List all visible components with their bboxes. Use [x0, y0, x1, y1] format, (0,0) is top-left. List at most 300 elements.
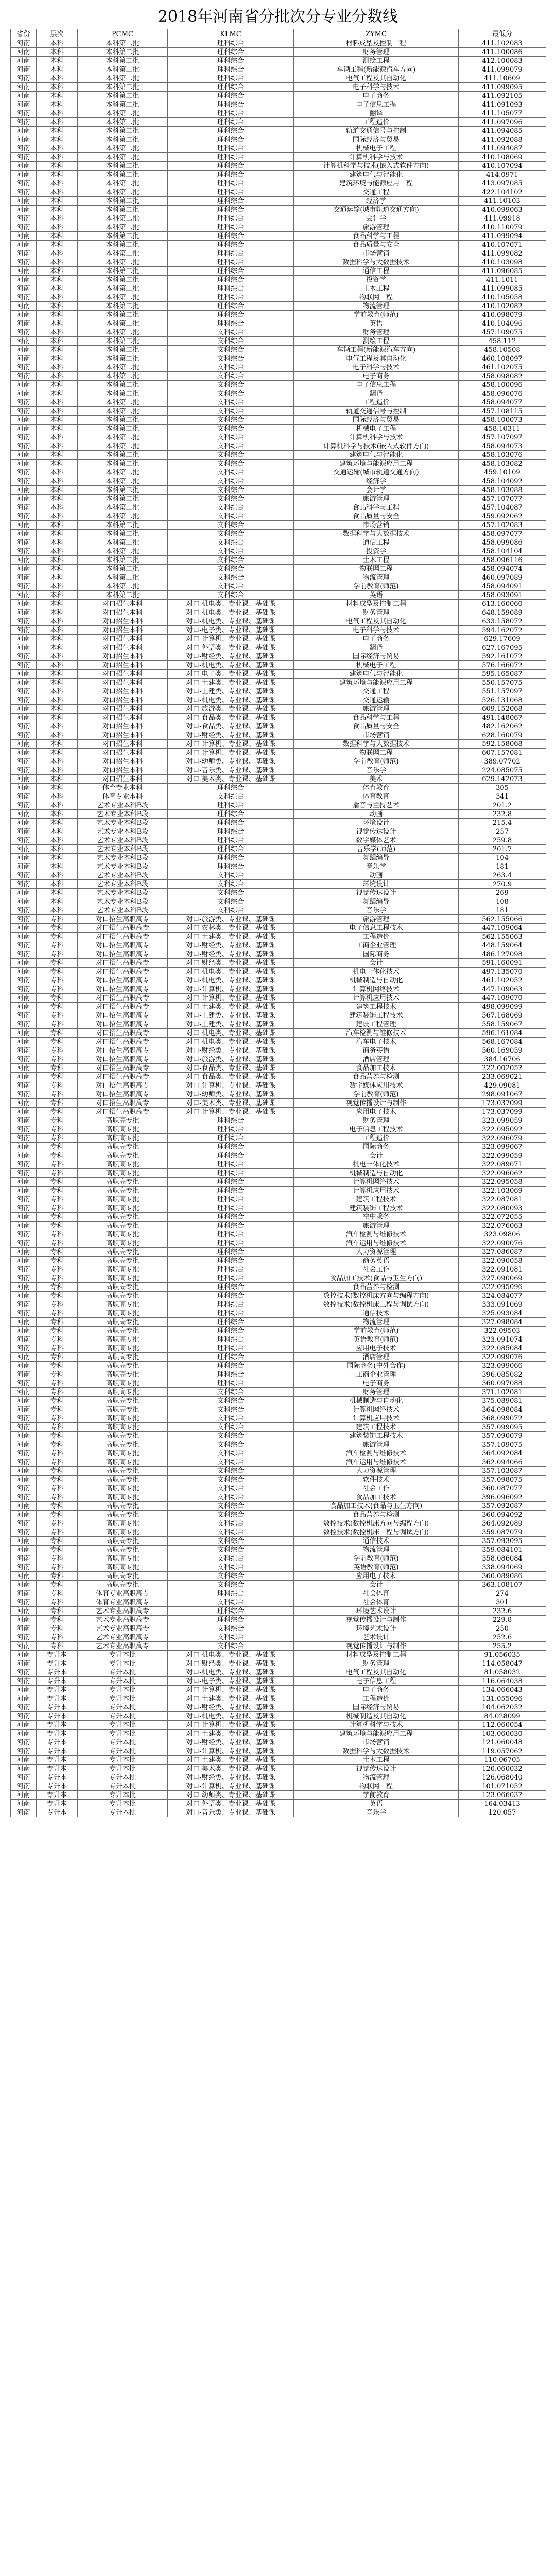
cell-level: 专科: [37, 1108, 78, 1116]
cell-batch: 高职高专批: [78, 1397, 168, 1405]
cell-major: 物流管理: [294, 1773, 459, 1782]
table-row: [11, 1765, 546, 1773]
cell-province: 河南: [11, 1476, 37, 1484]
cell-major: 视觉传播设计与制作: [294, 1616, 459, 1624]
cell-province: 河南: [11, 135, 37, 144]
cell-batch: 对口招生高职高专: [78, 1081, 168, 1090]
cell-min-score: 410.098079: [459, 311, 546, 319]
cell-major: 汽车检测与维修技术: [294, 1449, 459, 1458]
table-row: [11, 249, 546, 258]
cell-province: 河南: [11, 83, 37, 92]
cell-batch: 本科第二批: [78, 451, 168, 460]
cell-min-score: 322.089071: [459, 1160, 546, 1169]
cell-subject: 对口-机电类、专业课、基础课: [168, 608, 294, 617]
cell-major: 经济学: [294, 477, 459, 486]
table-row: [11, 941, 546, 950]
table-row: [11, 1405, 546, 1414]
cell-province: 河南: [11, 600, 37, 608]
table-row: [11, 573, 546, 582]
table-row: [11, 687, 546, 696]
table-row: [11, 757, 546, 766]
cell-major: 计算机网络技术: [294, 1178, 459, 1187]
cell-level: 本科: [37, 530, 78, 538]
cell-major: 电子商务: [294, 1686, 459, 1694]
cell-min-score: 322.085084: [459, 1344, 546, 1353]
table-row: [11, 1195, 546, 1204]
cell-province: 河南: [11, 1397, 37, 1405]
cell-subject: 对口-食品类、专业课、基础课: [168, 714, 294, 722]
cell-province: 河南: [11, 1248, 37, 1257]
cell-batch: 高职高专批: [78, 1379, 168, 1388]
cell-batch: 本科第二批: [78, 468, 168, 477]
table-row: [11, 582, 546, 591]
cell-level: 专科: [37, 1554, 78, 1563]
cell-min-score: 458.103088: [459, 486, 546, 495]
cell-province: 河南: [11, 48, 37, 57]
cell-province: 河南: [11, 757, 37, 766]
table-row: [11, 1388, 546, 1397]
cell-batch: 高职高专批: [78, 1519, 168, 1528]
cell-min-score: 458.099086: [459, 538, 546, 547]
cell-subject: 对口-财经类、专业课、基础课: [168, 1046, 294, 1055]
cell-batch: 高职高专批: [78, 1230, 168, 1239]
cell-level: 本科: [37, 757, 78, 766]
cell-batch: 本科第二批: [78, 311, 168, 319]
cell-major: 电气工程及其自动化: [294, 74, 459, 83]
cell-province: 河南: [11, 810, 37, 819]
cell-level: 专科: [37, 1020, 78, 1029]
table-row: [11, 144, 546, 153]
cell-province: 河南: [11, 486, 37, 495]
cell-subject: 文科综合: [168, 328, 294, 337]
cell-min-score: 596.161084: [459, 1029, 546, 1038]
cell-level: 本科: [37, 48, 78, 57]
cell-min-score: 269: [459, 889, 546, 897]
cell-level: 专科: [37, 1055, 78, 1064]
cell-min-score: 325.093084: [459, 1309, 546, 1318]
col-header-subject: KLMC: [168, 29, 294, 39]
cell-subject: 理科综合: [168, 74, 294, 83]
cell-major: 财务管理: [294, 1659, 459, 1668]
cell-level: 专科: [37, 1598, 78, 1607]
table-row: [11, 845, 546, 854]
cell-batch: 本科第二批: [78, 293, 168, 302]
cell-subject: 文科综合: [168, 897, 294, 906]
cell-province: 河南: [11, 39, 37, 48]
cell-province: 河南: [11, 1222, 37, 1230]
cell-province: 河南: [11, 1677, 37, 1686]
cell-major: 工程造价: [294, 118, 459, 127]
cell-province: 河南: [11, 950, 37, 959]
cell-level: 专科: [37, 1134, 78, 1143]
cell-major: 食品质量与安全: [294, 722, 459, 731]
cell-major: 建筑环境与能源应用工程: [294, 179, 459, 188]
cell-province: 河南: [11, 109, 37, 118]
cell-major: 市场营销: [294, 1738, 459, 1747]
cell-subject: 理科综合: [168, 302, 294, 311]
table-row: [11, 1773, 546, 1782]
cell-subject: 文科综合: [168, 565, 294, 573]
table-row: [11, 65, 546, 74]
table-row: [11, 495, 546, 503]
cell-subject: 对口-财经类、专业课、基础课: [168, 1738, 294, 1747]
table-row: [11, 1204, 546, 1213]
cell-level: 本科: [37, 232, 78, 241]
cell-province: 河南: [11, 1134, 37, 1143]
cell-batch: 本科第二批: [78, 249, 168, 258]
cell-min-score: 119.057062: [459, 1747, 546, 1756]
cell-province: 河南: [11, 766, 37, 775]
cell-province: 河南: [11, 1414, 37, 1423]
cell-level: 专科: [37, 1581, 78, 1589]
cell-major: 投资学: [294, 276, 459, 284]
cell-min-score: 576.166072: [459, 661, 546, 670]
cell-major: 建设工程管理: [294, 1020, 459, 1029]
cell-level: 本科: [37, 425, 78, 433]
cell-level: 本科: [37, 241, 78, 249]
cell-min-score: 458.100073: [459, 416, 546, 425]
cell-province: 河南: [11, 959, 37, 968]
table-row: [11, 1397, 546, 1405]
cell-min-score: 422.104102: [459, 188, 546, 197]
cell-batch: 对口招生本科: [78, 661, 168, 670]
cell-major: 学前教育(师范): [294, 1327, 459, 1335]
table-row: [11, 1659, 546, 1668]
cell-province: 河南: [11, 1572, 37, 1581]
cell-batch: 对口招生本科: [78, 687, 168, 696]
table-row: [11, 171, 546, 179]
cell-batch: 高职高专批: [78, 1169, 168, 1178]
cell-batch: 艺术专业本科B段: [78, 880, 168, 889]
cell-min-score: 389.07702: [459, 757, 546, 766]
table-row: [11, 468, 546, 477]
cell-min-score: 255.2: [459, 1642, 546, 1651]
cell-province: 河南: [11, 976, 37, 985]
table-row: [11, 1003, 546, 1011]
cell-major: 经济学: [294, 197, 459, 206]
col-header-level: 层次: [37, 29, 78, 39]
cell-level: 专科: [37, 968, 78, 976]
cell-subject: 对口-土建类、专业课、基础课: [168, 1694, 294, 1703]
table-row: [11, 83, 546, 92]
table-row: [11, 714, 546, 722]
cell-level: 专科: [37, 1353, 78, 1362]
cell-major: 学前教育: [294, 1791, 459, 1800]
score-table: [10, 29, 546, 1817]
cell-batch: 高职高专批: [78, 1546, 168, 1554]
cell-major: 数控技术(数控机床工程与调试方向): [294, 1300, 459, 1309]
cell-subject: 理科综合: [168, 118, 294, 127]
cell-min-score: 410.107094: [459, 162, 546, 171]
cell-major: 电气工程及其自动化: [294, 354, 459, 363]
cell-min-score: 232.6: [459, 1607, 546, 1616]
cell-subject: 文科综合: [168, 451, 294, 460]
cell-province: 河南: [11, 65, 37, 74]
cell-subject: 文科综合: [168, 1519, 294, 1528]
cell-province: 河南: [11, 1064, 37, 1073]
cell-min-score: 567.168069: [459, 1011, 546, 1020]
cell-level: 本科: [37, 652, 78, 661]
cell-province: 河南: [11, 495, 37, 503]
cell-batch: 本科第二批: [78, 267, 168, 276]
cell-province: 河南: [11, 363, 37, 372]
cell-province: 河南: [11, 530, 37, 538]
table-row: [11, 880, 546, 889]
cell-level: 本科: [37, 214, 78, 223]
table-row: [11, 284, 546, 293]
cell-subject: 理科综合: [168, 1283, 294, 1292]
cell-major: 物流管理: [294, 1546, 459, 1554]
cell-batch: 本科第二批: [78, 48, 168, 57]
cell-batch: 本科第二批: [78, 565, 168, 573]
cell-subject: 对口-土建类、专业课、基础课: [168, 1730, 294, 1738]
table-row: [11, 1046, 546, 1055]
cell-major: 视觉传播设计与制作: [294, 1642, 459, 1651]
cell-major: 电气工程及其自动化: [294, 1668, 459, 1677]
cell-subject: 对口-土建类、专业课、基础课: [168, 679, 294, 687]
cell-subject: 文科综合: [168, 530, 294, 538]
cell-level: 专科: [37, 1432, 78, 1440]
cell-batch: 专升本批: [78, 1773, 168, 1782]
cell-min-score: 362.094066: [459, 1458, 546, 1467]
cell-batch: 艺术专业本科B段: [78, 845, 168, 854]
cell-min-score: 123.066037: [459, 1791, 546, 1800]
cell-min-score: 322.103069: [459, 1187, 546, 1195]
cell-major: 旅游管理: [294, 495, 459, 503]
cell-min-score: 323.09806: [459, 1230, 546, 1239]
cell-province: 河南: [11, 1581, 37, 1589]
cell-level: 专科: [37, 1379, 78, 1388]
cell-major: 计算机科学与技术(嵌入式软件方向): [294, 442, 459, 451]
cell-batch: 高职高专批: [78, 1537, 168, 1546]
cell-batch: 本科第二批: [78, 135, 168, 144]
cell-subject: 理科综合: [168, 188, 294, 197]
table-row: [11, 206, 546, 214]
cell-batch: 本科第二批: [78, 171, 168, 179]
cell-major: 材料成型及控制工程: [294, 39, 459, 48]
cell-min-score: 164.03413: [459, 1800, 546, 1808]
cell-major: 旅游管理: [294, 1440, 459, 1449]
cell-major: 通信技术: [294, 1537, 459, 1546]
cell-batch: 对口招生高职高专: [78, 1046, 168, 1055]
table-row: [11, 1370, 546, 1379]
cell-batch: 高职高专批: [78, 1239, 168, 1248]
cell-level: 本科: [37, 486, 78, 495]
cell-level: 本科: [37, 398, 78, 407]
cell-batch: 本科第二批: [78, 83, 168, 92]
cell-level: 本科: [37, 477, 78, 486]
cell-batch: 本科第二批: [78, 425, 168, 433]
cell-subject: 文科综合: [168, 477, 294, 486]
cell-min-score: 457.107097: [459, 433, 546, 442]
cell-level: 本科: [37, 92, 78, 100]
cell-batch: 高职高专批: [78, 1458, 168, 1467]
cell-province: 河南: [11, 626, 37, 635]
cell-subject: 理科综合: [168, 1169, 294, 1178]
cell-level: 专科: [37, 994, 78, 1003]
cell-major: 物联网工程: [294, 565, 459, 573]
table-row: [11, 354, 546, 363]
cell-subject: 理科综合: [168, 1318, 294, 1327]
cell-major: 数字媒体艺术: [294, 836, 459, 845]
cell-province: 河南: [11, 985, 37, 994]
cell-province: 河南: [11, 608, 37, 617]
cell-level: 本科: [37, 372, 78, 381]
cell-min-score: 458.112: [459, 337, 546, 346]
cell-batch: 对口招生高职高专: [78, 976, 168, 985]
table-row: [11, 976, 546, 985]
cell-min-score: 447.109070: [459, 994, 546, 1003]
cell-major: 旅游管理: [294, 223, 459, 232]
cell-batch: 对口招生高职高专: [78, 1073, 168, 1081]
cell-province: 河南: [11, 284, 37, 293]
cell-subject: 文科综合: [168, 495, 294, 503]
cell-subject: 理科综合: [168, 854, 294, 862]
cell-major: 会计: [294, 959, 459, 968]
cell-min-score: 274: [459, 1589, 546, 1598]
cell-batch: 对口招生高职高专: [78, 959, 168, 968]
cell-major: 财务管理: [294, 328, 459, 337]
cell-province: 河南: [11, 1274, 37, 1283]
cell-major: 食品营养与检测: [294, 1511, 459, 1519]
cell-level: 专科: [37, 1335, 78, 1344]
table-row: [11, 1598, 546, 1607]
table-row: [11, 679, 546, 687]
cell-province: 河南: [11, 1668, 37, 1677]
cell-batch: 本科第二批: [78, 530, 168, 538]
cell-subject: 文科综合: [168, 1511, 294, 1519]
cell-batch: 本科第二批: [78, 276, 168, 284]
cell-batch: 专升本批: [78, 1738, 168, 1747]
cell-major: 汽车运用与维修技术: [294, 1458, 459, 1467]
cell-major: 食品加工技术: [294, 1064, 459, 1073]
cell-province: 河南: [11, 1090, 37, 1099]
cell-batch: 高职高专批: [78, 1160, 168, 1169]
cell-batch: 高职高专批: [78, 1318, 168, 1327]
cell-level: 专科: [37, 1151, 78, 1160]
cell-major: 音乐学: [294, 1808, 459, 1817]
cell-level: 专科: [37, 915, 78, 924]
cell-min-score: 173.037099: [459, 1108, 546, 1116]
cell-province: 河南: [11, 1300, 37, 1309]
cell-province: 河南: [11, 854, 37, 862]
cell-batch: 对口招生高职高专: [78, 1108, 168, 1116]
cell-min-score: 322.076063: [459, 1222, 546, 1230]
cell-min-score: 594.162072: [459, 626, 546, 635]
cell-level: 专升本: [37, 1791, 78, 1800]
cell-major: 英语教育(师范): [294, 1335, 459, 1344]
cell-batch: 本科第二批: [78, 503, 168, 512]
table-row: [11, 188, 546, 197]
table-row: [11, 915, 546, 924]
cell-province: 河南: [11, 740, 37, 749]
cell-subject: 对口-机电类、专业课、基础课: [168, 1038, 294, 1046]
cell-level: 本科: [37, 643, 78, 652]
cell-batch: 体育专业高职高专: [78, 1598, 168, 1607]
cell-subject: 文科综合: [168, 556, 294, 565]
cell-major: 电子科学与技术: [294, 626, 459, 635]
cell-batch: 专升本批: [78, 1651, 168, 1659]
cell-batch: 体育专业本科: [78, 792, 168, 801]
cell-min-score: 411.099094: [459, 232, 546, 241]
cell-major: 工商企业管理: [294, 941, 459, 950]
cell-province: 河南: [11, 1712, 37, 1721]
cell-subject: 对口-土建类、专业课、基础课: [168, 933, 294, 941]
cell-subject: 理科综合: [168, 57, 294, 65]
cell-min-score: 322.080093: [459, 1204, 546, 1213]
cell-subject: 对口-幼师类、专业课、基础课: [168, 757, 294, 766]
cell-batch: 高职高专批: [78, 1423, 168, 1432]
cell-major: 电子商务: [294, 92, 459, 100]
cell-min-score: 322.095092: [459, 1125, 546, 1134]
table-row: [11, 162, 546, 171]
cell-level: 专升本: [37, 1773, 78, 1782]
cell-batch: 对口招生高职高专: [78, 1064, 168, 1073]
table-row: [11, 512, 546, 521]
table-row: [11, 100, 546, 109]
table-row: [11, 731, 546, 740]
cell-subject: 理科综合: [168, 1248, 294, 1257]
cell-province: 河南: [11, 389, 37, 398]
cell-level: 本科: [37, 57, 78, 65]
cell-level: 本科: [37, 206, 78, 214]
cell-min-score: 368.099072: [459, 1414, 546, 1423]
cell-major: 建筑电气与智能化: [294, 171, 459, 179]
cell-province: 河南: [11, 1493, 37, 1502]
table-row: [11, 556, 546, 565]
cell-major: 艺术设计: [294, 1633, 459, 1642]
cell-major: 翻译: [294, 109, 459, 118]
cell-province: 河南: [11, 670, 37, 679]
table-row: [11, 451, 546, 460]
cell-province: 河南: [11, 1423, 37, 1432]
cell-subject: 理科综合: [168, 1265, 294, 1274]
table-row: [11, 784, 546, 792]
cell-major: 国际经济与贸易: [294, 652, 459, 661]
cell-province: 河南: [11, 617, 37, 626]
cell-batch: 高职高专批: [78, 1213, 168, 1222]
cell-batch: 高职高专批: [78, 1265, 168, 1274]
table-row: [11, 1160, 546, 1169]
table-row: [11, 1222, 546, 1230]
cell-subject: 理科综合: [168, 100, 294, 109]
cell-major: 电气工程及其自动化: [294, 617, 459, 626]
cell-major: 数控技术(数控机床方向与编程方向): [294, 1292, 459, 1300]
cell-min-score: 458.093091: [459, 591, 546, 600]
cell-min-score: 458.098082: [459, 372, 546, 381]
cell-subject: 文科综合: [168, 1414, 294, 1423]
cell-batch: 对口招生本科: [78, 608, 168, 617]
table-row: [11, 302, 546, 311]
cell-major: 电子信息工程: [294, 100, 459, 109]
cell-province: 河南: [11, 696, 37, 705]
cell-level: 本科: [37, 337, 78, 346]
table-row: [11, 1143, 546, 1151]
cell-subject: 对口-计算机、专业课、基础课: [168, 1782, 294, 1791]
cell-major: 物流管理: [294, 573, 459, 582]
table-row: [11, 959, 546, 968]
cell-province: 河南: [11, 1318, 37, 1327]
cell-level: 专科: [37, 1502, 78, 1511]
cell-province: 河南: [11, 1003, 37, 1011]
cell-level: 专科: [37, 1546, 78, 1554]
cell-province: 河南: [11, 573, 37, 582]
cell-batch: 专升本批: [78, 1808, 168, 1817]
cell-major: 翻译: [294, 643, 459, 652]
cell-major: 数据科学与大数据技术: [294, 1747, 459, 1756]
cell-level: 本科: [37, 179, 78, 188]
cell-level: 本科: [37, 442, 78, 451]
